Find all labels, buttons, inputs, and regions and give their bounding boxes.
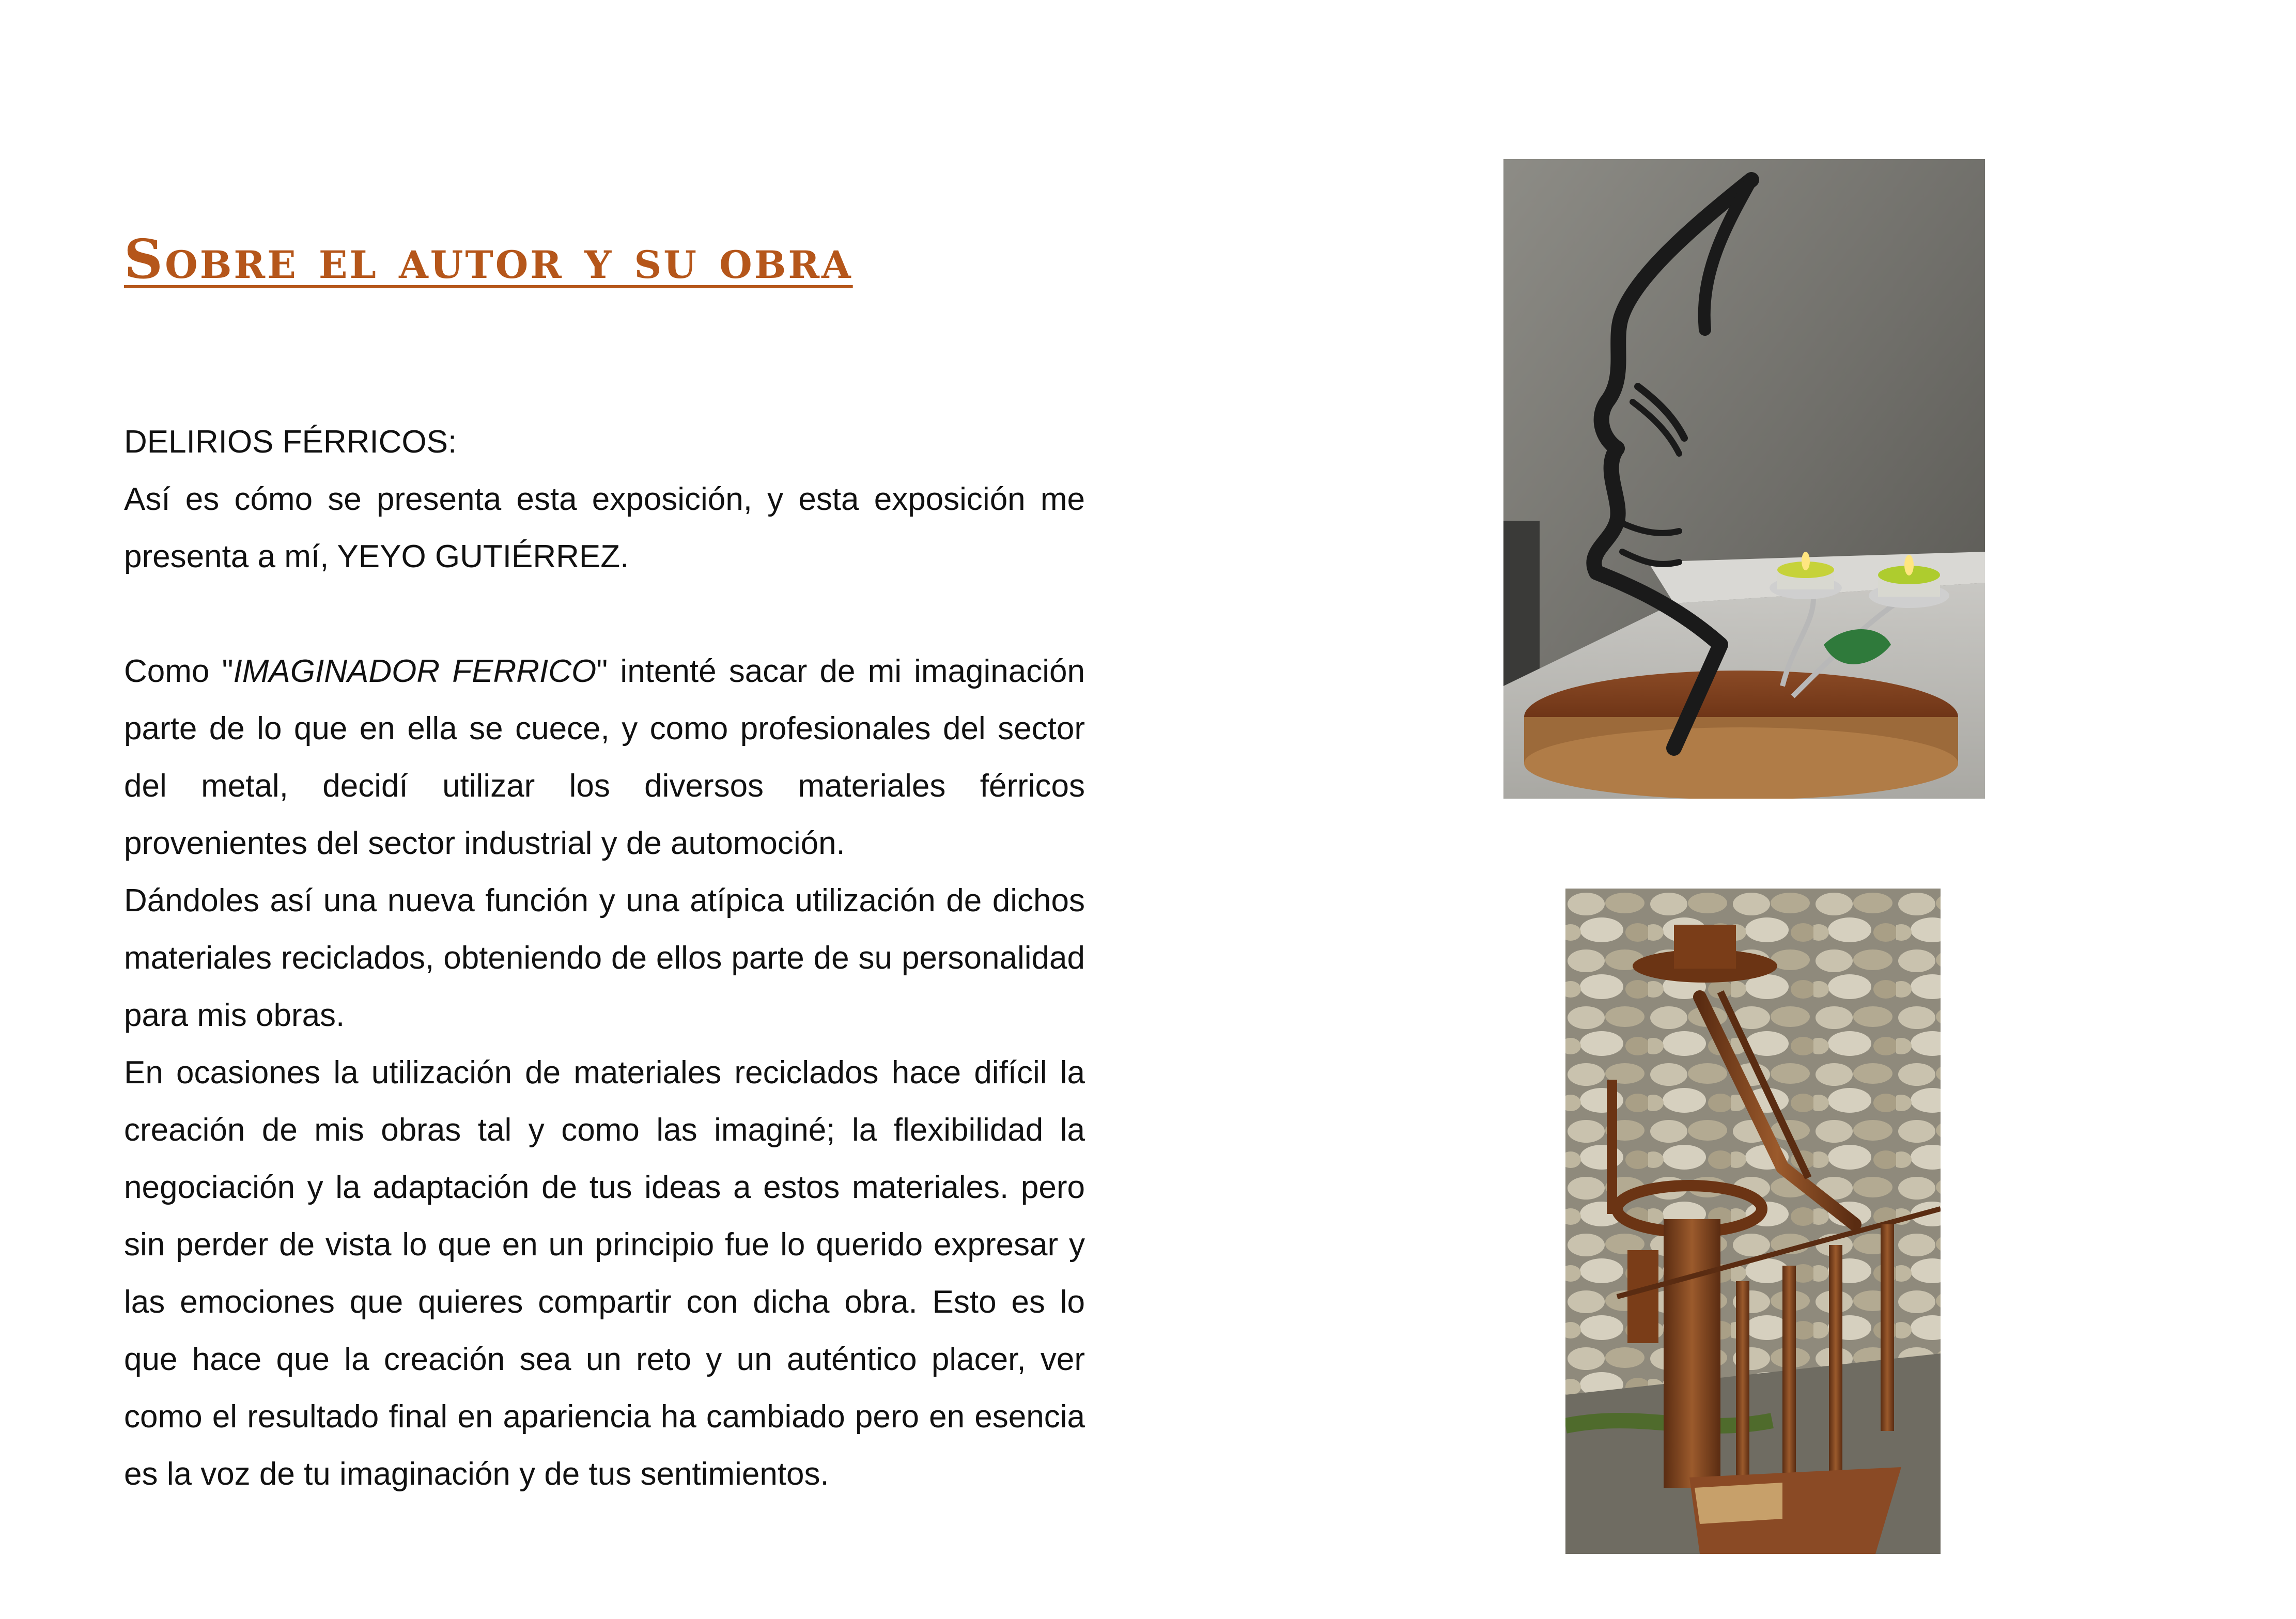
intro-paragraph: Así es cómo se presenta esta exposición, y esta exposición me presenta a mí, YEYO GUTIÉRREZ.: [124, 481, 1085, 574]
paragraph-gap: [124, 585, 1085, 643]
paragraph-imaginador: [124, 643, 1085, 872]
paragraph-new-function: Dándoles así una nueva función y una atípica utilización de dichos materiales reciclados, obteniendo de ellos parte de su personalidad para mis obras.: [124, 883, 1085, 1033]
paragraph-imaginador-suffix: " intenté sacar de mi imaginación parte de lo que en ella se cuece, y como profesionales del sector del metal, decidí utilizar los diversos materiales férricos provenientes del sector industrial y de automoción.: [124, 653, 1085, 861]
paragraph-imaginador-prefix: Como ": [124, 653, 234, 689]
paragraph-recycled-materials: En ocasiones la utilización de materiales reciclados hace difícil la creación de mis obras tal y como las imaginé; la flexibilidad la negociación y la adaptación de tus ideas a estos materiales. pero sin perder de vista lo que en un principio fue lo querido expresar y las emociones que quieres compartir con dicha obra. Esto es lo que hace que la creación sea un reto y un auténtico placer, ver como el resultado final en apariencia ha cambiado pero en esencia es la voz de tu imaginación y de tus sentimientos.: [124, 1055, 1085, 1492]
face-sculpture-image: [1503, 159, 1985, 799]
metal-face-sculpture-photo: [1503, 159, 1985, 799]
section-heading: DELIRIOS FÉRRICOS:: [124, 424, 457, 460]
imaginador-ferrico-emphasis: IMAGINADOR FERRICO: [233, 653, 597, 689]
body-text: [124, 413, 1085, 1503]
metal-figure-sculpture-photo: [1565, 889, 1941, 1554]
figure-sculpture-image: [1565, 889, 1941, 1554]
page-title: Sobre el autor y su obra: [124, 227, 853, 291]
